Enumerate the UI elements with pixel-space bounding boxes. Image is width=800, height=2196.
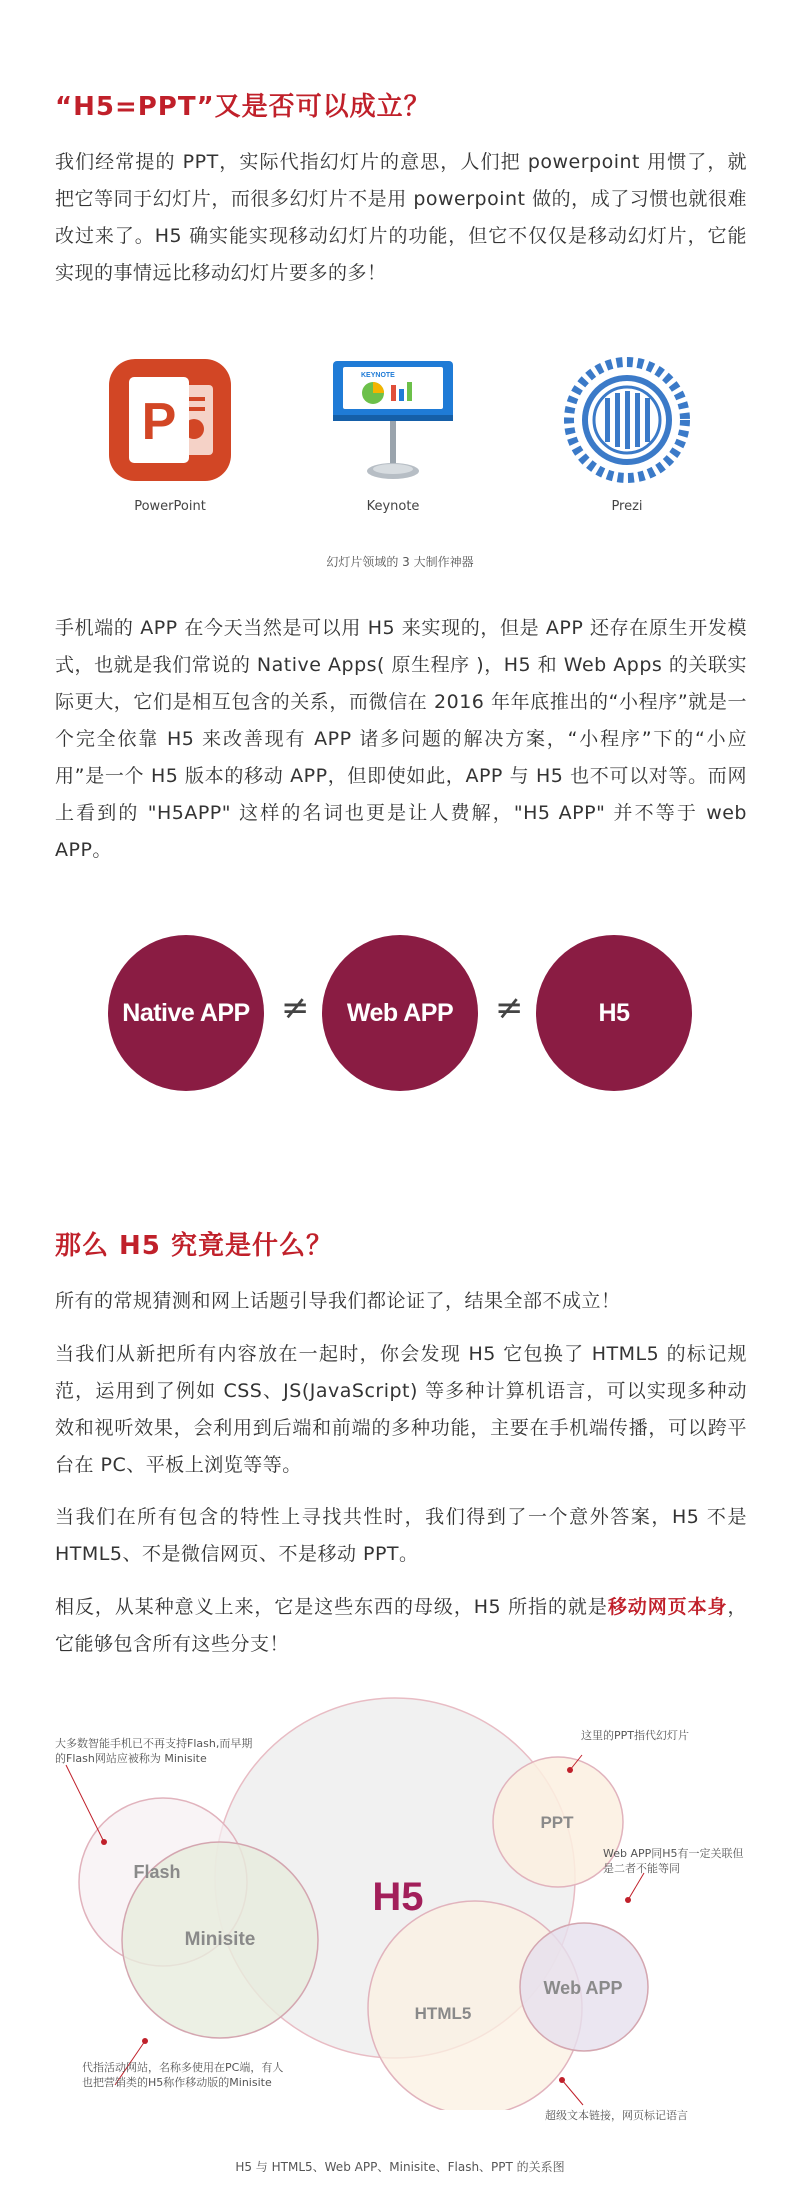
- tool-keynote: [318, 355, 468, 514]
- highlight-text: 移动网页本身: [607, 1596, 728, 1618]
- native-app-circle: Native APP: [108, 935, 264, 1091]
- intro-paragraph: 我们经常提的 PPT，实际代指幻灯片的意思，人们把 powerpoint 用惯了，就把它等同于幻灯片，而很多幻灯片不是用 powerpoint 做的，成了习惯也就很难改过来了。H5 确实能实现移动幻灯片的功能，但它不仅仅是移动幻灯片，它能实现的事情远比移动幻灯片要多的多！: [55, 151, 747, 284]
- not-equal-sign: ≠: [495, 988, 524, 1028]
- keynote-board-text: KEYNOTE: [361, 372, 395, 379]
- paragraph-h5-not: 当我们在所有包含的特性上寻找共性时，我们得到了一个意外答案，H5 不是 HTML5、不是微信网页、不是移动 PPT。: [55, 1506, 747, 1565]
- tool-label: PowerPoint: [134, 499, 206, 514]
- prezi-icon: [562, 355, 692, 485]
- powerpoint-icon: [105, 355, 235, 485]
- not-equal-sign: ≠: [281, 988, 310, 1028]
- minisite-venn-label: Minisite: [184, 1929, 256, 1950]
- flash-venn-label: Flash: [133, 1862, 181, 1882]
- tool-prezi: [552, 355, 702, 514]
- section-title-what-is-h5: 那么 H5 究竟是什么？: [55, 1231, 333, 1261]
- venn-note-html5: 超级文本链接，网页标记语言: [545, 2109, 688, 2122]
- venn-note-minisite: 代指活动网站，名称多使用在PC端，有人也把营销类的H5称作移动版的Minisite: [82, 2061, 284, 2089]
- ppt-venn-label: PPT: [540, 1813, 574, 1832]
- paragraph-h5-features: 当我们从新把所有内容放在一起时，你会发现 H5 它包换了 HTML5 的标记规范，运用到了例如 CSS、JS(JavaScript) 等多种计算机语言，可以实现多种动效和视听效果，会利用到后端和前端的多种功能，主要在手机端传播，可以跨平台在 PC、平板上浏览等等。: [55, 1343, 747, 1476]
- web-app-circle: Web APP: [322, 935, 478, 1091]
- tool-label: Prezi: [611, 499, 643, 514]
- html5-venn-label: HTML5: [414, 2004, 472, 2023]
- svg-text:P: P: [141, 393, 177, 451]
- tools-caption: 幻灯片领域的 3 大制作神器: [326, 555, 474, 569]
- venn-note-flash: 大多数智能手机已不再支持Flash,而早期的Flash网站应被称为 Minisite: [55, 1737, 253, 1765]
- venn-caption: H5 与 HTML5、Web APP、Minisite、Flash、PPT 的关系图: [235, 2160, 565, 2174]
- h5-circle: H5: [536, 935, 692, 1091]
- native-app-paragraph: 手机端的 APP 在今天当然是可以用 H5 来实现的，但是 APP 还存在原生开发模式，也就是我们常说的 Native Apps( 原生程序 )，H5 和 Web Apps 的关联实际更大，它们是相互包含的关系，而微信在 2016 年年底推出的“小程序”就是一个完全依靠 H5 来改善现有 APP 诸多问题的解决方案，“小程序”下的“小应用”是一个 H5 版本的移动 APP，但即使如此，APP 与 H5 也不可以对等。而网上看到的 "H5APP" 这样的名词也更是让人费解，"H5 APP" 并不等于 web APP。: [55, 617, 747, 861]
- paragraph-h5-mother: 相反，从某种意义上来，它是这些东西的母级，H5 所指的就是移动网页本身，它能够包含所有这些分支！: [55, 1596, 747, 1655]
- venn-note-ppt: 这里的PPT指代幻灯片: [581, 1729, 689, 1742]
- venn-note-webapp: Web APP同H5有一定关联但是二者不能等同: [603, 1847, 744, 1875]
- section-title-h5-ppt: “H5=PPT”又是否可以成立？: [55, 92, 431, 122]
- tool-powerpoint: [95, 355, 245, 514]
- tool-label: Keynote: [366, 499, 420, 514]
- h5-venn-label: H5: [372, 1875, 424, 1919]
- paragraph-conclusion: 所有的常规猜测和网上话题引导我们都论证了，结果全部不成立！: [55, 1290, 621, 1312]
- keynote-icon: [323, 355, 463, 485]
- webapp-venn-label: Web APP: [543, 1978, 623, 1998]
